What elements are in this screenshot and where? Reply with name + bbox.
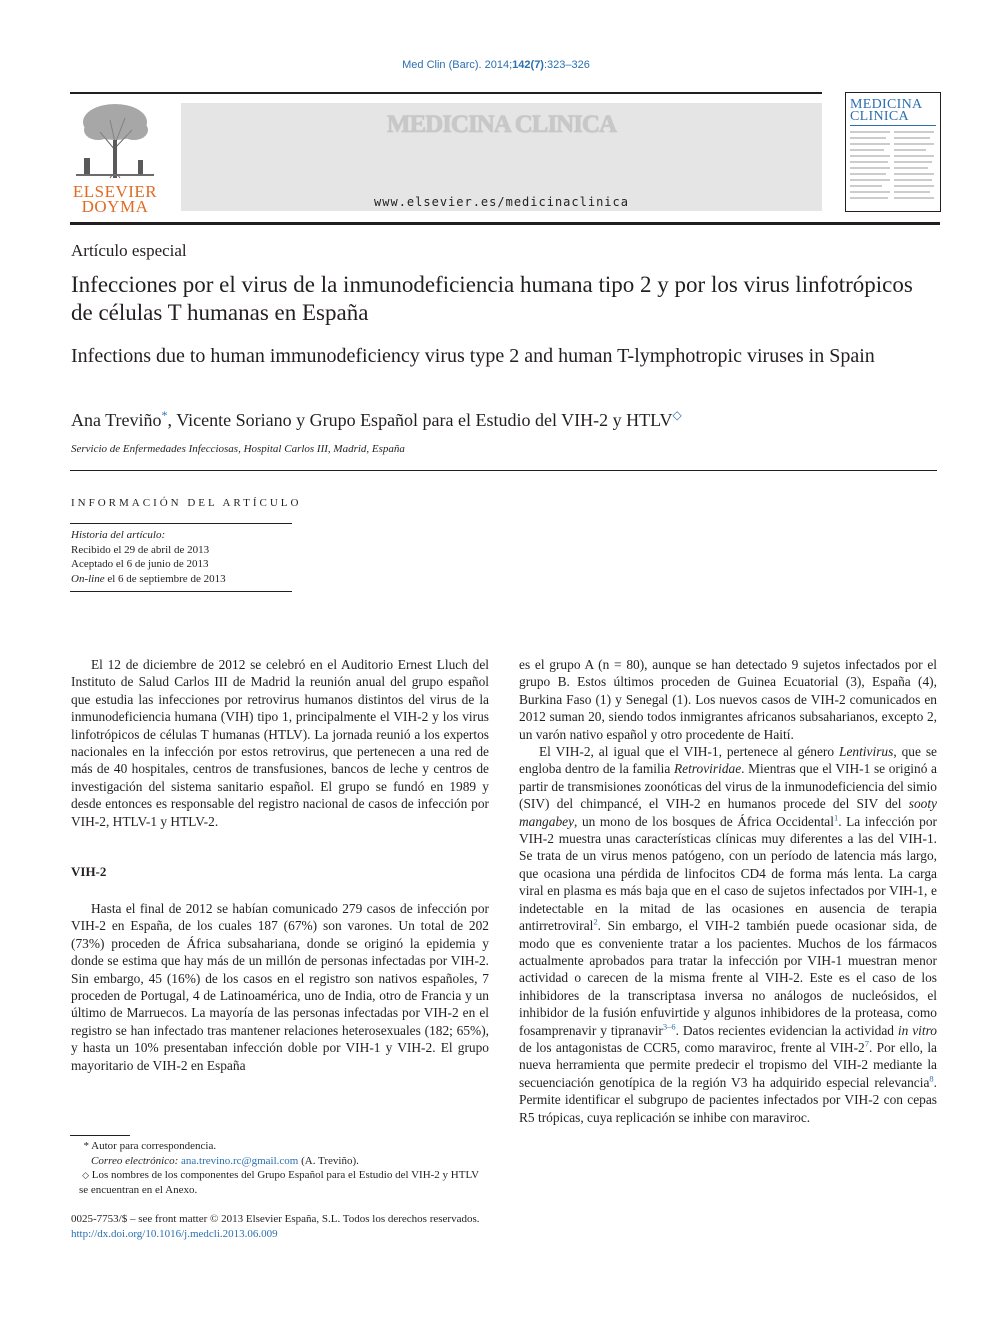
body-right-column <box>519 656 937 1126</box>
text-run: . La infección por VIH-2 muestra unas características clínicas muy diferentes a las del VIH-1. Se trata de un virus menos patógeno, con un período de latencia más largo, que ocasiona una pérdida de linfocitos CD4 de forma más lenta. La carga viral en plasma es más baja que en el caso de sujetos infectados por VIH-1, e indetectable en la mitad de las ocasiones en ausencia de terapia antirretroviral <box>519 813 937 934</box>
footnote-rule <box>70 1135 130 1136</box>
header-bottom-rule <box>70 222 940 225</box>
article-info-rule-bottom <box>70 591 292 592</box>
cover-title-line1: MEDICINA <box>850 97 923 112</box>
reference-link[interactable]: 3–6 <box>662 1021 676 1032</box>
reference-link[interactable]: 2 <box>593 916 598 927</box>
text-run: , que se engloba dentro de la familia <box>519 744 937 777</box>
cover-contents-lines <box>846 128 938 208</box>
journal-title: MEDICINA CLINICA <box>386 111 617 138</box>
text-run: . Sin embargo, el VIH-2 también puede ocasionar sida, de modo que es conveniente tratar a los pacientes. Muchos de los fármacos actualmente aprobados para tratar la infección por VIH-1 muestran menor actividad o carecen de la misma frente al VIH-2. Este es el caso de los inhibidores de la transcriptasa inversa no análogos de nucleósidos, el inhibidor de la fusión enfuvirtide y algunos inhibidores de la proteasa, como fosamprenavir y tipranavir <box>519 918 937 1038</box>
elsevier-tree-icon <box>70 100 160 180</box>
term-retroviridae: Retroviridae <box>673 761 742 777</box>
footnotes <box>71 1139 489 1197</box>
body-left-intro <box>71 656 489 830</box>
term-in-vitro: in vitro <box>897 1022 937 1038</box>
section-heading-vih2: VIH-2 <box>71 864 107 879</box>
accepted-date: Aceptado el 6 de junio de 2013 <box>71 558 209 570</box>
text-run: El VIH-2, al igual que el VIH-1, pertenece al género <box>539 744 839 760</box>
elsevier-doyma-logo <box>70 100 160 216</box>
body-left-vih2 <box>71 900 489 1074</box>
journal-citation[interactable] <box>0 59 992 71</box>
footnote-email <box>71 1154 489 1169</box>
received-date: Recibido el 29 de abril de 2013 <box>71 543 210 556</box>
citation-issue: (7) <box>530 59 544 71</box>
author-list <box>71 408 931 431</box>
online-date-text: el 6 de septiembre de 2013 <box>104 572 226 585</box>
page-footer <box>71 1212 480 1242</box>
email-label: Correo electrónico: <box>91 1154 179 1167</box>
author-name: Ana Treviño <box>71 410 162 430</box>
publisher-name-elsevier: ELSEVIER <box>72 182 158 201</box>
author-list-rest: , Vicente Soriano y Grupo Español para el Estudio del VIH-2 y HTLV <box>167 410 673 430</box>
citation-prefix: Med Clin (Barc). 2014; <box>402 59 513 71</box>
group-footnote-mark[interactable]: ◇ <box>672 408 682 422</box>
term-lentivirus: Lentivirus <box>839 744 894 760</box>
text-run: . Mientras que el VIH-1 se originó a partir de transmisiones zoonóticas del virus de la inmunodeficiencia del simio (SIV) del chimpancé, el VIH-2 en humanos procede del SIV del <box>519 761 937 812</box>
text-run: de los antagonistas de CCR5, como maraviroc, frente al VIH-2 <box>519 1039 865 1055</box>
email-tail: (A. Treviño). <box>298 1154 359 1167</box>
citation-volume: 142 <box>512 59 531 71</box>
cover-title-line2: CLINICA <box>850 109 909 124</box>
footnote-text: Los nombres de los componentes del Grupo Español para el Estudio del VIH-2 y HTLV se encuentran en el Anexo. <box>79 1169 479 1196</box>
paragraph-intro: El 12 de diciembre de 2012 se celebró en el Auditorio Ernest Lluch del Instituto de Salud Carlos III de Madrid la reunión anual del grupo español que estudia las infecciones por retrovirus humanos distintos del virus de la inmunodeficiencia humana (VIH) tipo 1, principalmente el VIH-2 y los virus linfotrópicos de células T humanas (HTLV). La jornada reunió a los expertos nacionales en la infección por estos retrovirus, que pertenecen a una red de más de 40 hospitales, centros de transfusiones, bancos de leche y centros de investigación del sistema sanitario español. El grupo se fundó en 1989 y desde entonces es responsable del registro nacional de casos de infección por VIH-2, HTLV-1 y HTLV-2. <box>71 657 489 829</box>
online-label: On-line <box>71 572 105 585</box>
footnote-text: Autor para correspondencia. <box>91 1140 217 1152</box>
footnote-corresponding <box>71 1139 489 1154</box>
paragraph-vih2-cases: Hasta el final de 2012 se habían comunicado 279 casos de infección por VIH-2 en España, de los cuales 187 (67%) son varones. Un total de 202 (73%) proceden de África subsahariana, donde se originó la epidemia y donde se estima que hay más de un millón de personas infectadas por VIH-2. Sin embargo, 45 (16%) de los casos en el registro son nativos españoles, 7 proceden de Portugal, 4 de Latinoamérica, uno de India, otro de Francia y un último de Marruecos. La mayoría de las personas infectadas por VIH-2 en el registro se han infectado tras mantener relaciones heterosexuales (182; 65%), y hasta un 10% presentaban infección doble por VIH-1 y VIH-2. El grupo mayoritario de VIH-2 en España <box>71 901 489 1073</box>
citation-pages: :323–326 <box>543 59 590 71</box>
text-run: , un mono de los bosques de África Occidental <box>574 813 834 829</box>
paragraph-groups: es el grupo A (n = 80), aunque se han detectado 9 sujetos infectados por el grupo B. Estos últimos proceden de Guinea Ecuatorial (3), España (4), Burkina Faso (1) y Senegal (1). Los nuevos casos de VIH-2 comunicados en 2012 suman 20, siendo todos inmigrantes africanos subsaharianos, excepto 2, un varón nativo español y otro procedente de Haití. <box>519 657 937 742</box>
article-type: Artículo especial <box>71 241 187 260</box>
text-run: . Por ello, la nueva herramienta que permite predecir el tropismo del VIH-2 mediante la secuenciación genotípica de la región V3 ha adquirido especial relevancia <box>519 1039 937 1090</box>
term-sooty-mangabey: sooty mangabey <box>519 796 937 829</box>
text-run: . Permite identificar el subgrupo de pacientes infectados por VIH-2 con cepas R5 trópicas, cuya replicación se inhibe con maraviroc. <box>519 1074 937 1125</box>
history-label: Historia del artículo: <box>71 529 166 541</box>
copyright-notice: 0025-7753/$ – see front matter © 2013 Elsevier España, S.L. Todos los derechos reservados. <box>71 1213 480 1225</box>
footnote-group <box>71 1168 489 1197</box>
journal-cover-thumbnail <box>845 92 941 212</box>
doi-link[interactable]: http://dx.doi.org/10.1016/j.medcli.2013.06.009 <box>71 1228 278 1240</box>
online-date <box>71 572 226 587</box>
author-affiliation: Servicio de Enfermedades Infecciosas, Hospital Carlos III, Madrid, España <box>71 443 405 455</box>
title-divider <box>70 470 937 471</box>
author-email-link[interactable]: ana.trevino.rc@gmail.com <box>181 1154 299 1167</box>
corresponding-author-mark[interactable]: * <box>161 408 168 422</box>
journal-url[interactable]: www.elsevier.es/medicinaclinica <box>374 195 629 209</box>
header-top-rule <box>70 92 822 94</box>
reference-link[interactable]: 1 <box>833 812 839 823</box>
paragraph-virology <box>519 743 937 1126</box>
journal-masthead <box>181 103 822 211</box>
reference-link[interactable]: 8 <box>929 1073 934 1084</box>
article-info-rule-top <box>70 523 292 524</box>
article-title-english: Infections due to human immunodeficiency virus type 2 and human T-lymphotropic viruses in Spain <box>71 345 875 367</box>
article-info-heading: INFORMACIÓN DEL ARTÍCULO <box>71 497 302 509</box>
article-title-spanish: Infecciones por el virus de la inmunodeficiencia humana tipo 2 y por los virus linfotrópicos de células T humanas en España <box>71 272 913 325</box>
text-run: . Datos recientes evidencian la actividad <box>675 1022 898 1038</box>
cover-rule <box>850 125 936 126</box>
reference-link[interactable]: 7 <box>864 1038 869 1049</box>
publisher-name-doyma: DOYMA <box>81 197 149 216</box>
footnote-mark: ◇ <box>82 1170 89 1180</box>
footnote-mark: * <box>83 1140 89 1152</box>
article-history <box>71 528 226 586</box>
